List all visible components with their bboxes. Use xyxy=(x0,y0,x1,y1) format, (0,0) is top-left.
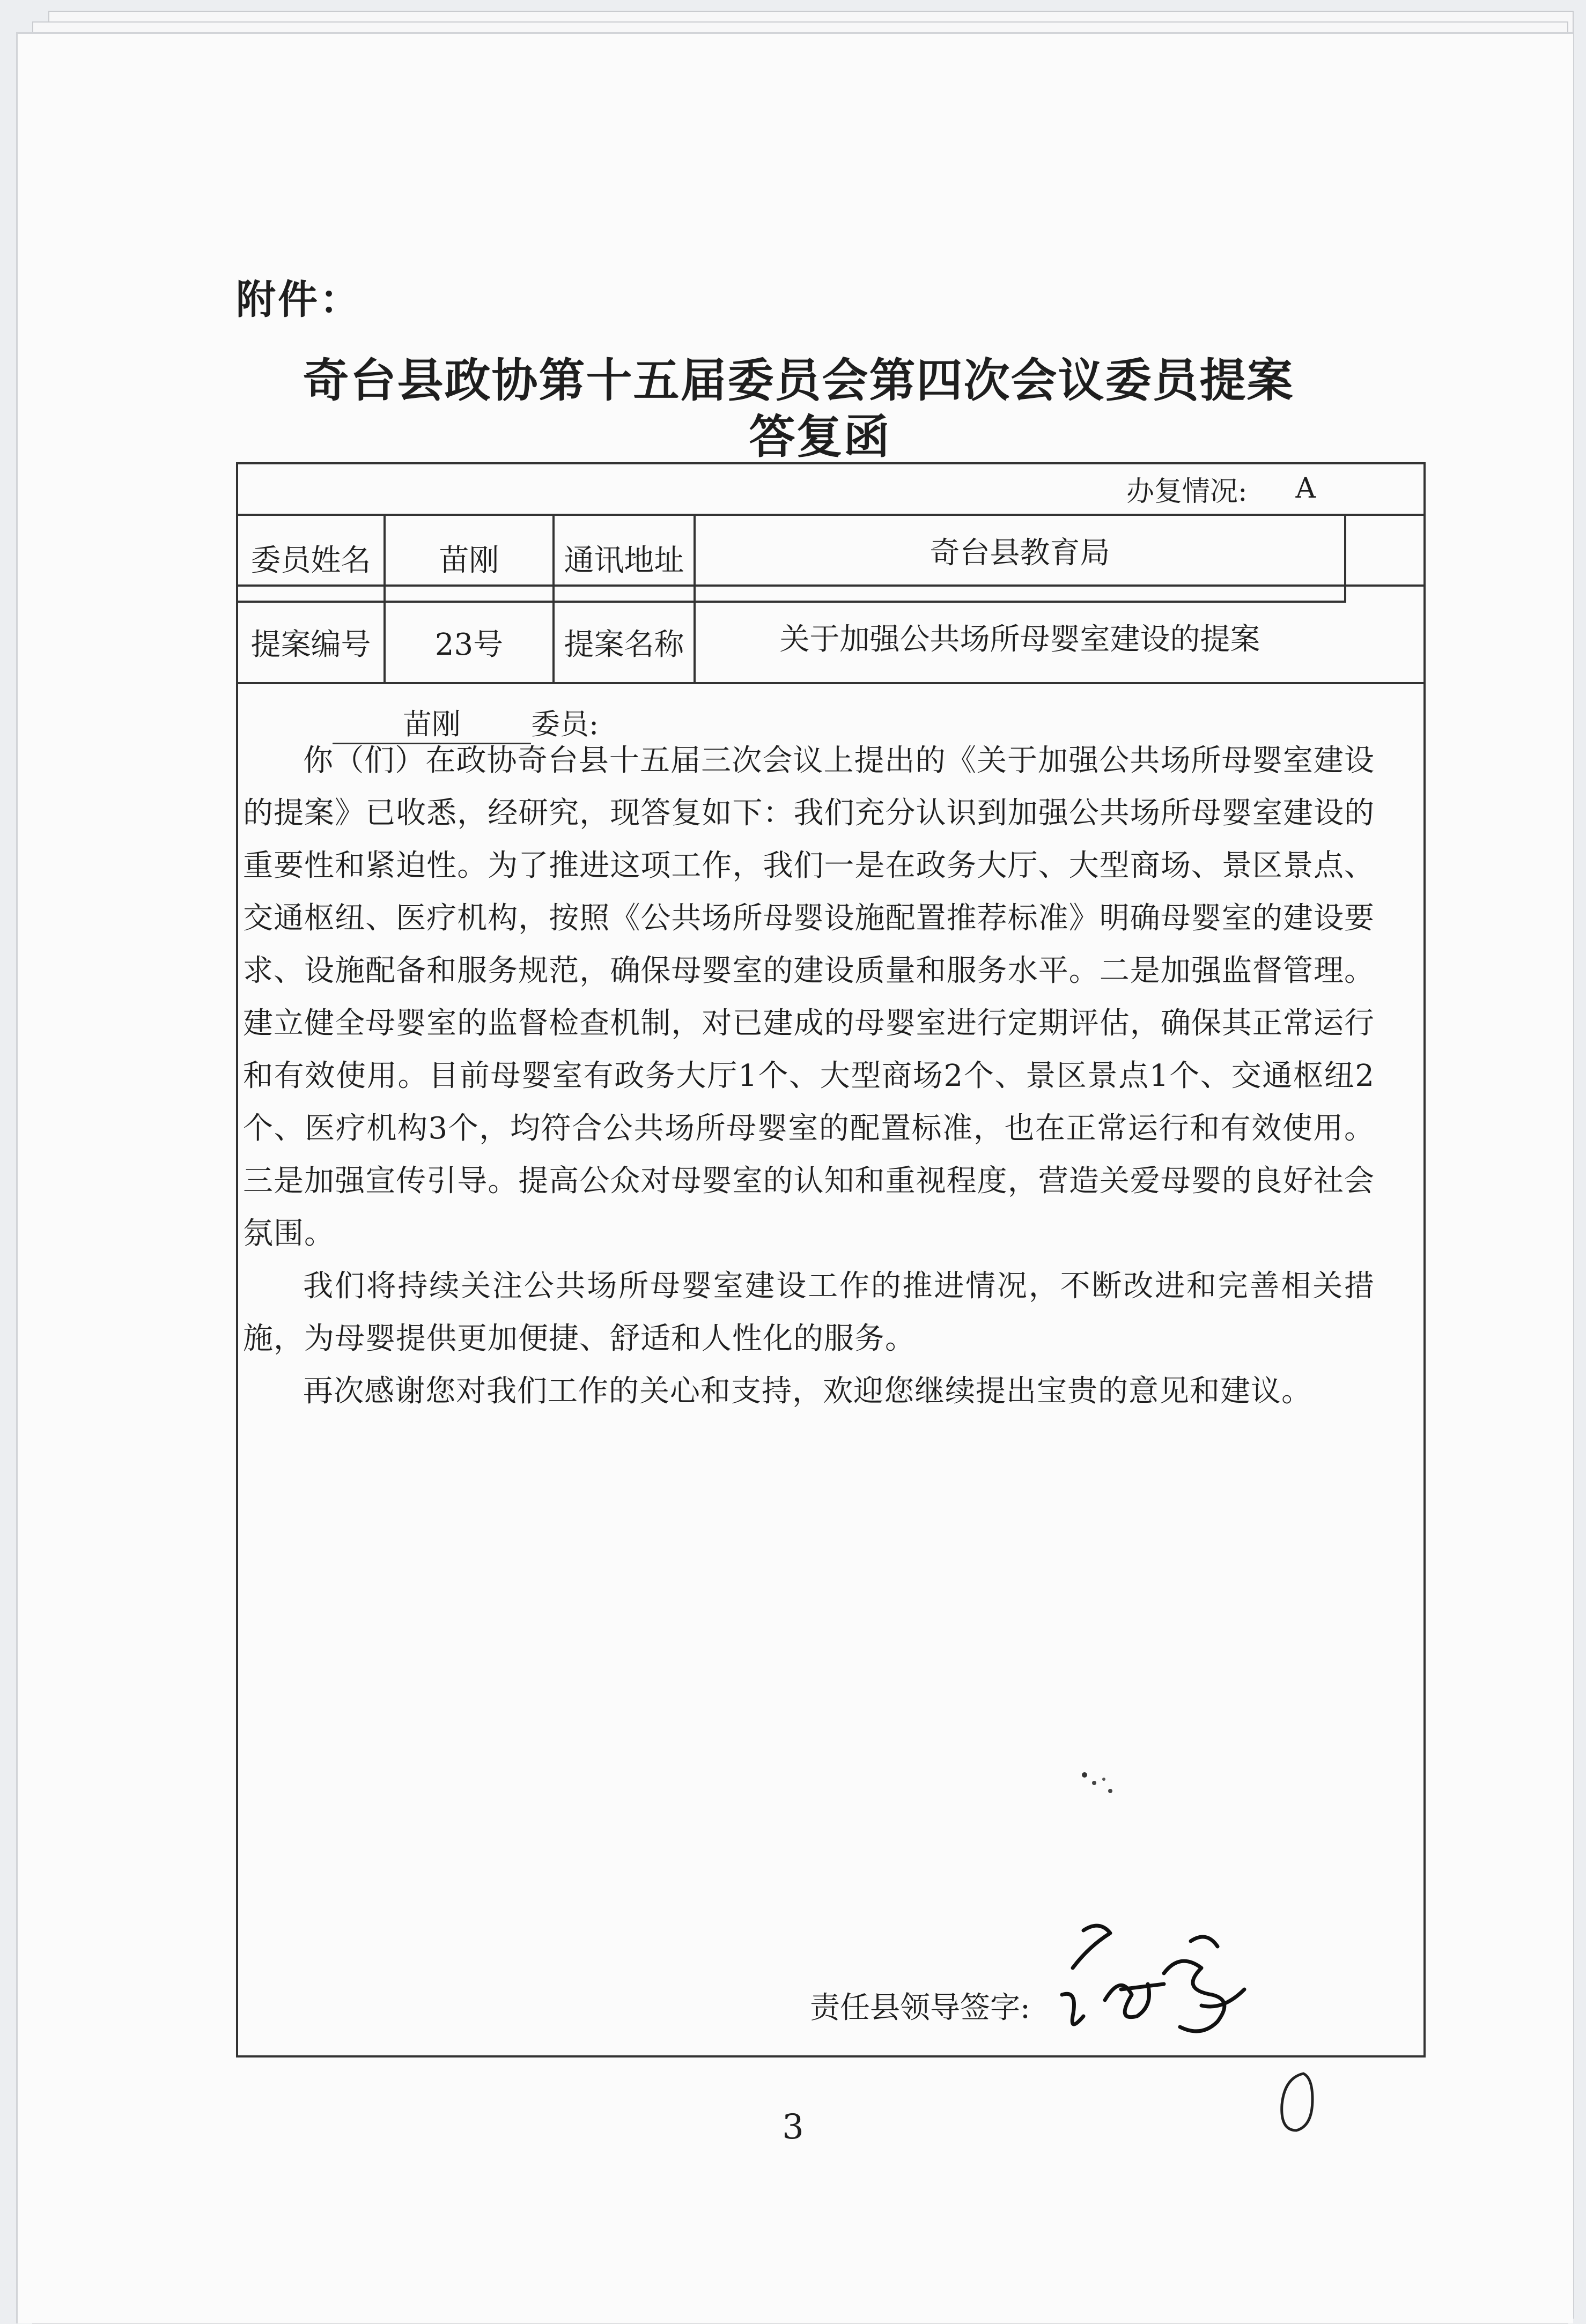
proposal-title-value: 关于加强公共场所母婴室建设的提案 xyxy=(779,622,1260,657)
salutation-name: 苗刚 xyxy=(333,701,531,744)
document-subtitle: 答复函 xyxy=(749,410,891,464)
salutation-suffix: 委员: xyxy=(531,707,599,741)
page-number: 3 xyxy=(782,2107,804,2147)
status-grade: A xyxy=(1295,472,1316,505)
document-title: 奇台县政协第十五届委员会第四次会议委员提案 xyxy=(303,354,1294,408)
body-paragraph: 再次感谢您对我们工作的关心和支持，欢迎您继续提出宝贵的意见和建议。 xyxy=(303,1374,1312,1409)
proposal-title-label: 提案名称 xyxy=(564,627,684,662)
status-label: 办复情况: xyxy=(1126,475,1248,508)
proposal-number-value: 23号 xyxy=(434,627,504,662)
member-name-value: 苗刚 xyxy=(439,543,499,578)
proposal-number-label: 提案编号 xyxy=(250,627,371,662)
ink-specks xyxy=(1078,1770,1121,1802)
handling-status xyxy=(1126,462,1316,515)
reply-body xyxy=(243,735,1375,1418)
row-divider xyxy=(236,682,1426,684)
address-value: 奇台县教育局 xyxy=(930,536,1110,571)
member-name-label: 委员姓名 xyxy=(250,543,371,578)
handwritten-signature xyxy=(1041,1909,1266,2048)
attachment-label: 附件： xyxy=(236,277,362,323)
body-paragraph: 我们将持续关注公共场所母婴室建设工作的推进情况，不断改进和完善相关措施，为母婴提供更加便捷、舒适和人性化的服务。 xyxy=(243,1269,1375,1356)
signature-label: 责任县领导签字: xyxy=(810,1990,1030,2025)
body-paragraph: 你（们）在政协奇台县十五届三次会议上提出的《关于加强公共场所母婴室建设的提案》已收悉，经研究，现答复如下：我们充分认识到加强公共场所母婴室建设的重要性和紧迫性。为了推进这项工作，我们一是在政务大厅、大型商场、景区景点、交通枢纽、医疗机构，按照《公共场所母婴设施配置推荐标准》明确母婴室的建设要求、设施配备和服务规范，确保母婴室的建设质量和服务水平。二是加强监督管理。建立健全母婴室的监督检查机制，对已建成的母婴室进行定期评估，确保其正常运行和有效使用。目前母婴室有政务大厅1个、大型商场2个、景区景点1个、交通枢纽2个、医疗机构3个，均符合公共场所母婴室的配置标准，也在正常运行和有效使用。三是加强宣传引导。提高公众对母婴室的认知和重视程度，营造关爱母婴的良好社会氛围。 xyxy=(243,743,1375,1251)
col-divider xyxy=(1344,514,1346,603)
address-label: 通讯地址 xyxy=(564,543,684,578)
